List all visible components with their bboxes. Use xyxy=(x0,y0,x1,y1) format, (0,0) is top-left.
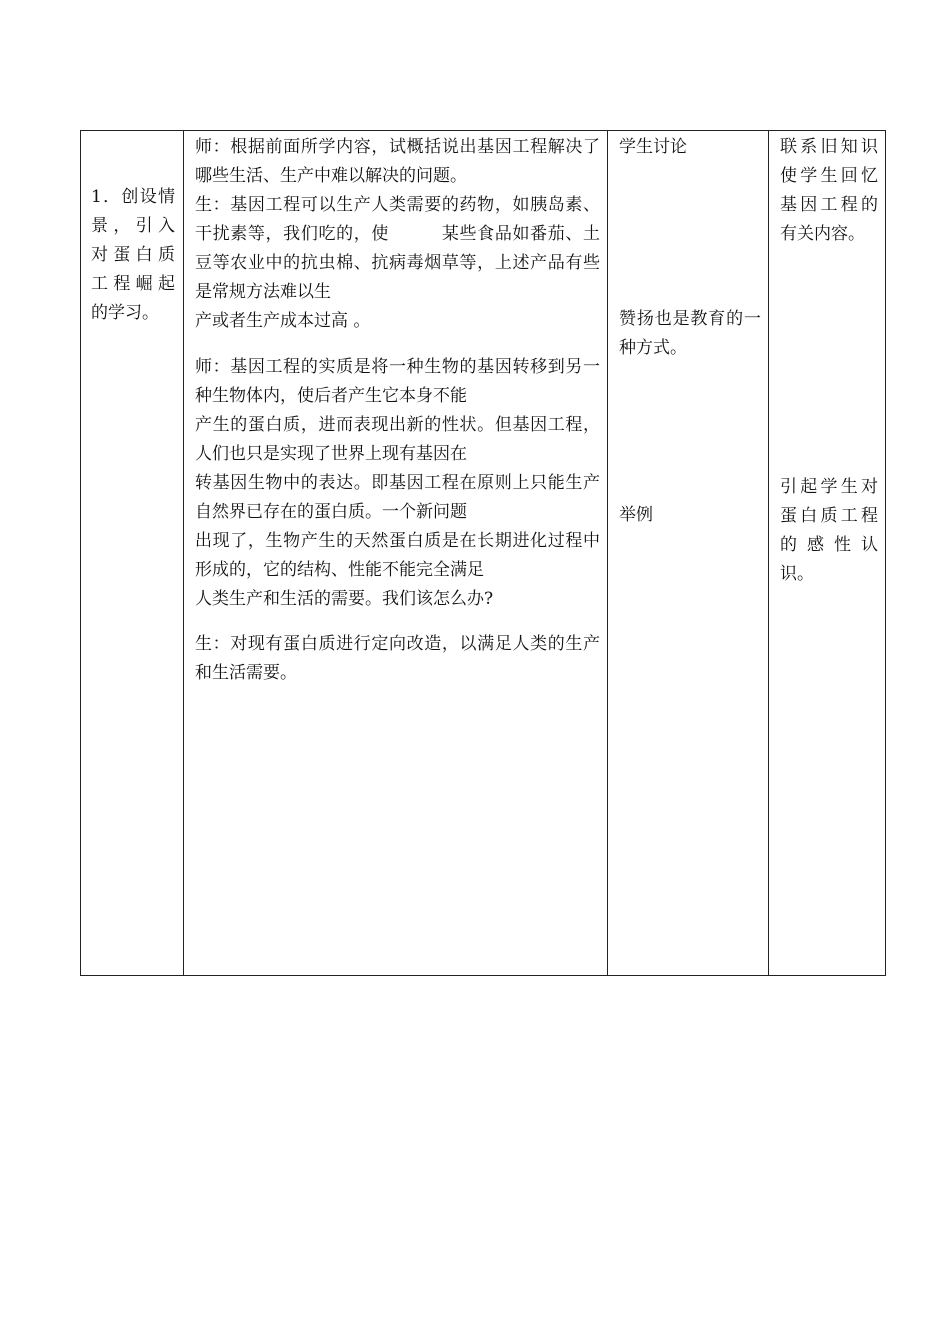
lesson-plan-table xyxy=(80,130,886,976)
teacher-explanation-4: 出现了，生物产生的天然蛋白质是在长期进化过程中形成的，它的结构、性能不能完全满足 xyxy=(195,531,600,580)
student-example-text: 举例 xyxy=(619,505,653,525)
student-answer-2: 生：对现有蛋白质进行定向改造，以满足人类的生产和生活需要。 xyxy=(195,634,600,683)
teacher-explanation-3: 转基因生物中的表达。即基因工程在原则上只能生产自然界已存在的蛋白质。一个新问题 xyxy=(195,473,600,522)
teacher-question-1: 师：根据前面所学内容，试概括说出基因工程解决了哪些生活、生产中难以解决的问题。 xyxy=(195,137,600,186)
teacher-explanation-1: 师：基因工程的实质是将一种生物的基因转移到另一种生物体内，使后者产生它本身不能 xyxy=(195,357,600,406)
teacher-explanation-2: 产生的蛋白质，进而表现出新的性状。但基因工程，人们也只是实现了世界上现有基因在 xyxy=(195,415,600,464)
student-praise-text: 赞扬也是教育的一种方式。 xyxy=(619,309,761,358)
student-activity-cell xyxy=(608,131,769,976)
stage-cell xyxy=(81,131,184,976)
intent-arouse-text: 引起学生对蛋白质工程的感性认识。 xyxy=(780,477,878,584)
teacher-explanation-5: 人类生产和生活的需要。我们该怎么办? xyxy=(195,589,494,609)
student-discuss-text: 学生讨论 xyxy=(619,137,687,157)
table-row xyxy=(81,131,886,976)
student-answer-1: 生：基因工程可以生产人类需要的药物，如胰岛素、干扰素等，我们吃的，使 某些食品如番茄、土豆等农业中的抗虫棉、抗病毒烟草等，上述产品有些是常规方法难以生 xyxy=(195,195,600,302)
student-answer-1-end: 产或者生产成本过高 。 xyxy=(195,311,371,331)
intent-recall-text: 联系旧知识使学生回忆基因工程的有关内容。 xyxy=(780,137,878,244)
stage-text: 1．创设情景，引入对蛋白质工程崛起的学习。 xyxy=(91,187,175,323)
teacher-activity-cell xyxy=(184,131,608,976)
teacher-activity-text xyxy=(195,133,600,688)
design-intent-cell xyxy=(769,131,886,976)
